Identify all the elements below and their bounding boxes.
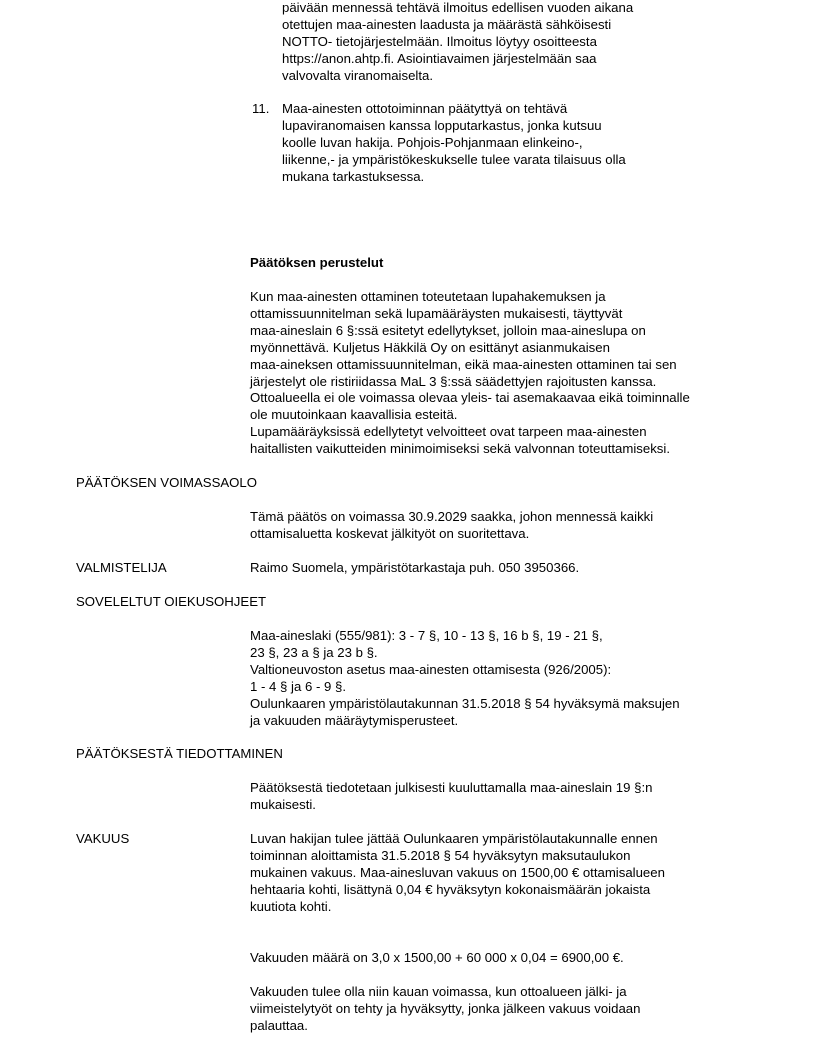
vakuus-paragraph-3 (250, 984, 640, 1035)
text-line: 23 §, 23 a § ja 23 b §. (250, 644, 378, 660)
text-line: Valtioneuvoston asetus maa-ainesten ottamisesta (926/2005): (250, 661, 612, 677)
text-line: mukana tarkastuksessa. (282, 168, 425, 184)
section-label-tiedottaminen: PÄÄTÖKSESTÄ TIEDOTTAMINEN (76, 746, 283, 761)
section-heading-perustelut: Päätöksen perustelut (250, 255, 384, 270)
text-line: päivään mennessä tehtävä ilmoitus edellisen vuoden aikana (282, 0, 634, 15)
voimassaolo-paragraph (250, 509, 653, 543)
text-line: kuutiota kohti. (250, 898, 332, 914)
section-label-vakuus: VAKUUS (76, 831, 130, 846)
section-label-oikeusohjeet: SOVELELTUT OIEKUSOHJEET (76, 594, 267, 609)
text-line: Tämä päätös on voimassa 30.9.2029 saakka, johon mennessä kaikki (250, 509, 654, 524)
text-line: viimeistelytyöt on tehty ja hyväksytty, jonka jälkeen vakuus voidaan (250, 1000, 641, 1016)
text-line: koolle luvan hakija. Pohjois-Pohjanmaan elinkeino-, (282, 134, 583, 150)
continued-list-item (282, 0, 633, 85)
tiedottaminen-paragraph (250, 780, 652, 814)
vakuus-paragraph-1 (250, 831, 665, 916)
text-line: otettujen maa-ainesten laadusta ja määrästä sähköisesti (282, 16, 612, 32)
text-line: maa-aineslain 6 §:ssä esitetyt edellytykset, jolloin maa-aineslupa on (250, 322, 646, 338)
perustelut-paragraph (250, 289, 690, 458)
text-line: Ottoalueella ei ole voimassa olevaa yleis- tai asemakaavaa eikä toiminnalle (250, 390, 690, 406)
text-line: Maa-aineslaki (555/981): 3 - 7 §, 10 - 13 §, 16 b §, 19 - 21 §, (250, 628, 603, 643)
text-line: https://anon.ahtp.fi. Asiointiavaimen järjestelmään saa (282, 50, 597, 66)
text-line: Lupamääräyksissä edellytetyt velvoitteet ovat tarpeen maa-ainesten (250, 424, 647, 440)
text-line: lupaviranomaisen kanssa lopputarkastus, jonka kutsuu (282, 117, 602, 133)
text-line: ottamisaluetta koskevat jälkityöt on suoritettava. (250, 525, 530, 541)
list-item-number: 11. (252, 101, 270, 116)
text-line: NOTTO- tietojärjestelmään. Ilmoitus löytyy osoitteesta (282, 33, 597, 49)
text-line: Päätöksestä tiedotetaan julkisesti kuuluttamalla maa-aineslain 19 §:n (250, 780, 653, 795)
text-line: Oulunkaaren ympäristölautakunnan 31.5.2018 § 54 hyväksymä maksujen (250, 695, 680, 711)
text-line: järjestelyt ole ristiriidassa MaL 3 §:ssä säädettyjen rajoitusten kanssa. (250, 373, 657, 389)
oikeusohjeet-paragraph (250, 628, 680, 729)
text-line: ole muutoinkaan kaavallisia esteitä. (250, 407, 458, 423)
text-line: toiminnan aloittamista 31.5.2018 § 54 hyväksytyn maksutaulukon (250, 847, 631, 863)
text-line: 1 - 4 § ja 6 - 9 §. (250, 678, 347, 694)
text-line: myönnettävä. Kuljetus Häkkilä Oy on esittänyt asianmukaisen (250, 339, 610, 355)
text-line: Luvan hakijan tulee jättää Oulunkaaren ympäristölautakunnalle ennen (250, 831, 658, 846)
section-label-valmistelija: VALMISTELIJA (76, 560, 167, 575)
vakuus-amount: Vakuuden määrä on 3,0 x 1500,00 + 60 000 x 0,04 = 6900,00 €. (250, 950, 624, 965)
text-line: valvovalta viranomaiselta. (282, 67, 433, 83)
text-line: hehtaaria kohti, lisättynä 0,04 € hyväksytyn kokonaismäärän jokaista (250, 881, 651, 897)
text-line: ja vakuuden määräytymisperusteet. (250, 712, 459, 728)
text-line: mukaisesti. (250, 796, 316, 812)
list-item-11 (282, 101, 626, 186)
text-line: Kun maa-ainesten ottaminen toteutetaan lupahakemuksen ja (250, 289, 606, 304)
text-line: haitallisten vaikutteiden minimoimiseksi sekä valvonnan toteuttamiseksi. (250, 441, 670, 457)
text-line: liikenne,- ja ympäristökeskukselle tulee varata tilaisuus olla (282, 151, 626, 167)
text-line: maa-aineksen ottamissuunnitelman, eikä maa-ainesten ottaminen tai sen (250, 356, 677, 372)
text-line: ottamissuunnitelman sekä lupamääräysten mukaisesti, täyttyvät (250, 305, 623, 321)
section-label-voimassaolo: PÄÄTÖKSEN VOIMASSAOLO (76, 475, 258, 490)
text-line: mukainen vakuus. Maa-ainesluvan vakuus on 1500,00 € ottamisalueen (250, 864, 665, 880)
text-line: palauttaa. (250, 1017, 308, 1033)
valmistelija-text: Raimo Suomela, ympäristötarkastaja puh. 050 3950366. (250, 560, 580, 575)
text-line: Vakuuden tulee olla niin kauan voimassa, kun ottoalueen jälki- ja (250, 984, 627, 999)
text-line: Maa-ainesten ottotoiminnan päätyttyä on tehtävä (282, 101, 568, 116)
